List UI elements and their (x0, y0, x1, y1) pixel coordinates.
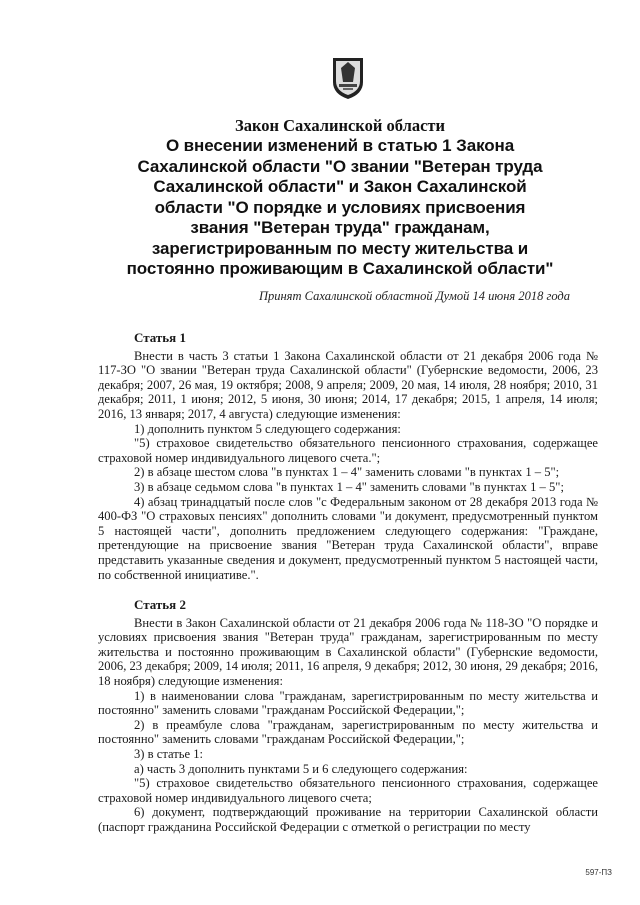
paragraph: 3) в статье 1: (134, 746, 204, 761)
page-code: 597-ПЗ (585, 868, 612, 877)
paragraph: 3) в абзаце седьмом слова "в пунктах 1 – 4" заменить словами "в пунктах 1 – 5"; (134, 479, 564, 494)
article-heading: Статья 2 (134, 597, 186, 612)
article-1 (98, 331, 598, 582)
adoption-note: Принят Сахалинской областной Думой 14 июня 2018 года (258, 289, 570, 303)
paragraph: 4) абзац тринадцатый после слов "с Федеральным законом от 28 декабря 2013 года № 400-ФЗ "О страховых пенсиях" дополнить словами "и документ, предусмотренный пунктом 5 настоящей части", дополнить предложением следующего содержания: "Гражданe, претендующие на присвоение звания "Ветеран труда Сахалинской области", вправе представить указанные сведения и документ, предусмотренный пунктом 5 настоящей части, по собственной инициативе.". (98, 494, 598, 582)
paragraph: Внести в Закон Сахалинской области от 21 декабря 2006 года № 118-ЗО "О порядке и условиях присвоения звания "Ветеран труда" гражданам, зарегистрированным по месту жительства и постоянно проживающим в Сахалинской области" (Губернские ведомости, 2006, 23 декабря; 2009, 14 июля; 2011, 16 апреля, 9 декабря; 2012, 30 июня, 29 декабря; 2016, 18 ноября) следующие изменения: (98, 615, 598, 688)
subject-line: Сахалинской области" и Закон Сахалинской (153, 177, 527, 196)
subject-line: Сахалинской области "О звании "Ветеран труда (137, 156, 543, 176)
paragraph: 1) в наименовании слова "гражданам, зарегистрированным по месту жительства и постоянно" заменить словами "гражданам Российской Федерации,"; (98, 688, 598, 718)
paragraph: 1) дополнить пунктом 5 следующего содержания: (134, 421, 401, 436)
paragraph: 2) в абзаце шестом слова "в пунктах 1 – 4" заменить словами "в пунктах 1 – 5"; (134, 465, 560, 480)
subject-line: О внесении изменений в статью 1 Закона (165, 136, 515, 155)
subject-line: звания "Ветеран труда" гражданам, (190, 218, 490, 237)
law-name: Закон Сахалинской области (234, 116, 446, 135)
document-title (100, 116, 580, 280)
article-heading: Статья 1 (134, 330, 186, 345)
subject-line: зарегистрированным по месту жительства и (151, 238, 529, 258)
article-2 (98, 598, 598, 835)
subject-line: постоянно проживающим в Сахалинской области" (126, 259, 554, 278)
subject-line: области "О порядке и условиях присвоения (154, 197, 526, 217)
paragraph: Внести в часть 3 статьи 1 Закона Сахалинской области от 21 декабря 2006 года № 117-ЗО "О звании "Ветеран труда Сахалинской области" (Губернские ведомости, 2006, 23 декабря; 2007, 26 мая, 19 октября; 2008, 9 апреля; 2009, 20 мая, 14 июля, 28 ноября; 2010, 31 декабря; 2011, 1 июня; 2012, 5 июня, 30 июня; 2014, 17 декабря; 2015, 1 апреля, 14 июля; 2016, 13 января; 2017, 4 августа) следующие изменения: (98, 348, 598, 421)
paragraph: "5) страховое свидетельство обязательного пенсионного страхования, содержащее страховой номер индивидуального лицевого счета."; (98, 436, 598, 465)
paragraph: а) часть 3 дополнить пунктами 5 и 6 следующего содержания: (134, 761, 468, 776)
paragraph: 6) документ, подтверждающий проживание на территории Сахалинской области (паспорт гражданина Российской Федерации с отметкой о регистрации по месту (98, 805, 598, 834)
paragraph: "5) страховое свидетельство обязательного пенсионного страхования, содержащее страховой номер индивидуального лицевого счета; (98, 776, 598, 805)
sakhalin-coat-of-arms-icon (331, 56, 365, 100)
paragraph: 2) в преамбуле слова "гражданам, зарегистрированным по месту жительства и постоянно" заменить словами "гражданам Российской Федерации,"; (98, 717, 598, 747)
law-subject (100, 136, 580, 280)
